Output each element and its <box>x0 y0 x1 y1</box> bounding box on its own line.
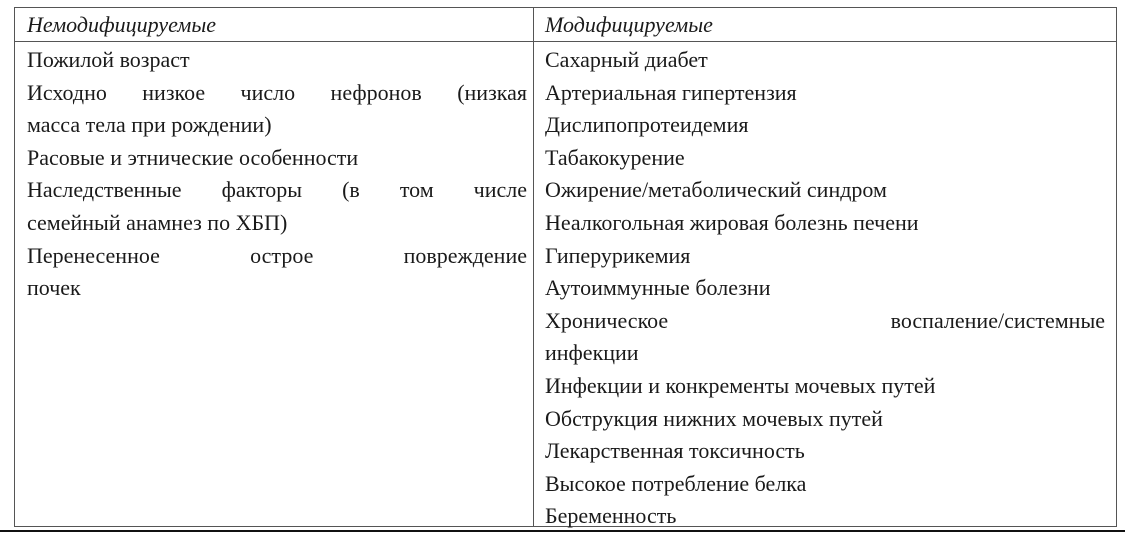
bottom-rule <box>0 530 1125 532</box>
list-item: Пожилой возраст <box>27 47 190 72</box>
list-item: Лекарственная токсичность <box>545 438 805 464</box>
list-item: Хроническое воспаление/системные <box>545 307 1105 333</box>
list-item: Расовые и этнические особенности <box>27 144 359 170</box>
list-item: масса тела при рождении) <box>27 112 272 138</box>
list-item: Беременность <box>545 503 677 529</box>
modifiable-list <box>545 44 1105 533</box>
header-non-modifiable: Немодифицируемые <box>27 12 216 37</box>
list-item: Табакокурение <box>545 144 685 170</box>
list-item: Дислипопротеидемия <box>545 112 749 138</box>
list-item: Аутоиммунные болезни <box>545 275 771 301</box>
list-item: Артериальная гипертензия <box>545 79 797 105</box>
list-item: Перенесенное острое повреждение <box>27 242 527 268</box>
list-item: Высокое потребление белка <box>545 470 807 496</box>
list-item: Обструкция нижних мочевых путей <box>545 405 883 431</box>
non-modifiable-list <box>27 44 527 305</box>
list-item: Неалкогольная жировая болезнь печени <box>545 209 919 235</box>
list-item: Ожирение/метаболический синдром <box>545 177 887 203</box>
list-item: инфекции <box>545 340 639 366</box>
risk-factors-table <box>14 7 1117 527</box>
list-item: Инфекции и конкременты мочевых путей <box>545 372 936 398</box>
column-divider <box>533 8 534 526</box>
list-item: Гиперурикемия <box>545 242 691 268</box>
list-item: почек <box>27 275 81 301</box>
header-modifiable: Модифицируемые <box>545 12 713 37</box>
list-item: Сахарный диабет <box>545 47 708 72</box>
list-item: семейный анамнез по ХБП) <box>27 209 288 235</box>
header-divider <box>15 41 1116 42</box>
list-item: Наследственные факторы (в том числе <box>27 177 527 203</box>
list-item: Исходно низкое число нефронов (низкая <box>27 79 527 105</box>
